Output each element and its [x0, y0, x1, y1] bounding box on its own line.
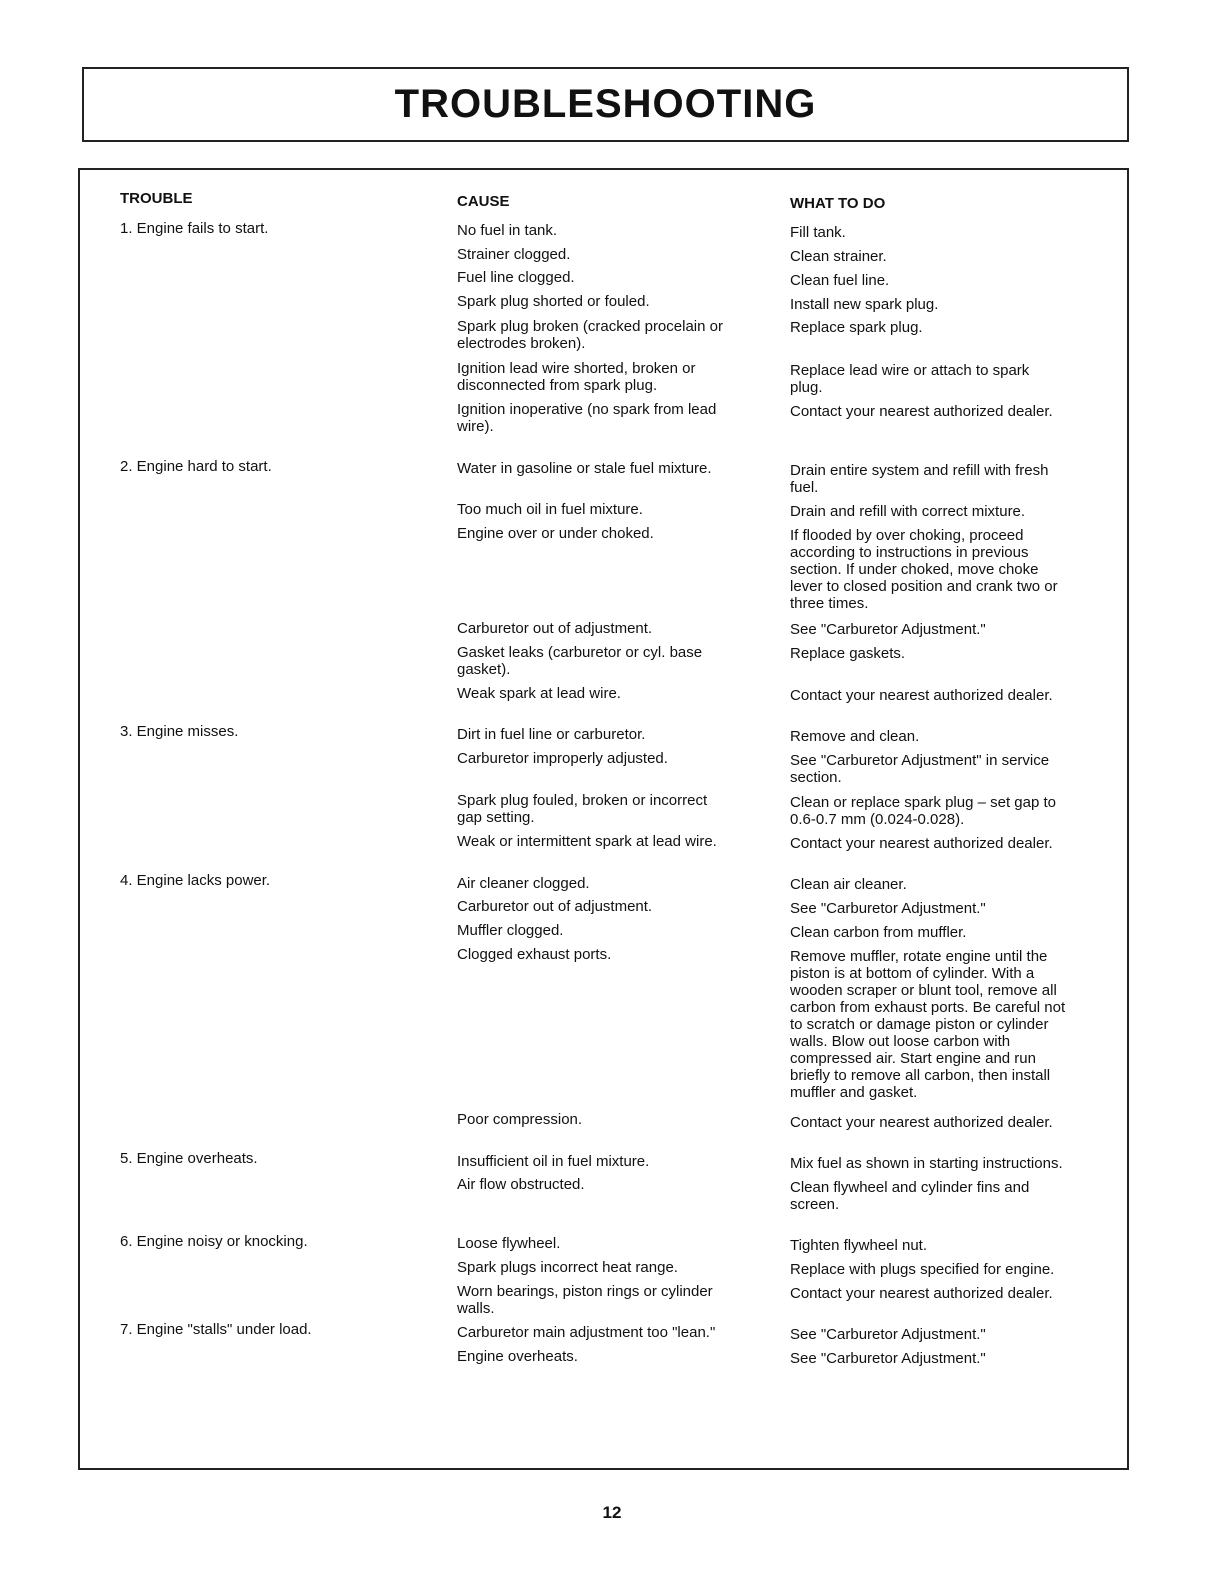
cause-item: Spark plugs incorrect heat range.: [457, 1259, 678, 1276]
cause-item: Weak spark at lead wire.: [457, 685, 621, 702]
cause-item: Ignition lead wire shorted, broken or disconnected from spark plug.: [457, 360, 696, 394]
cause-item: Weak or intermittent spark at lead wire.: [457, 833, 717, 850]
page-title: TROUBLESHOOTING: [394, 82, 817, 126]
cause-item: Air flow obstructed.: [457, 1176, 585, 1193]
cause-item: Spark plug broken (cracked procelain or electrodes broken).: [457, 318, 723, 352]
header-cause: CAUSE: [457, 193, 510, 210]
trouble-1: 1. Engine fails to start.: [120, 220, 269, 237]
cause-item: Loose flywheel.: [457, 1235, 561, 1252]
action-item: See "Carburetor Adjustment.": [790, 1326, 986, 1343]
cause-item: Engine over or under choked.: [457, 525, 654, 542]
action-item: Contact your nearest authorized dealer.: [790, 835, 1053, 852]
action-item: Clean strainer.: [790, 248, 887, 265]
action-item: Replace lead wire or attach to spark plug.: [790, 362, 1030, 396]
action-item: Contact your nearest authorized dealer.: [790, 1285, 1053, 1302]
action-item: Drain and refill with correct mixture.: [790, 503, 1026, 520]
action-item: See "Carburetor Adjustment" in service section.: [790, 752, 1050, 786]
trouble-6: 6. Engine noisy or knocking.: [120, 1233, 308, 1250]
cause-item: Carburetor improperly adjusted.: [457, 750, 668, 767]
cause-item: Gasket leaks (carburetor or cyl. base gasket).: [457, 644, 703, 678]
cause-item: Strainer clogged.: [457, 246, 571, 263]
action-item: Clean or replace spark plug – set gap to 0.6-0.7 mm (0.024-0.028).: [790, 794, 1056, 828]
page-number: 12: [602, 1503, 622, 1522]
trouble-7: 7. Engine "stalls" under load.: [120, 1321, 312, 1338]
cause-item: Fuel line clogged.: [457, 269, 575, 286]
cause-item: Muffler clogged.: [457, 922, 564, 939]
cause-item: Dirt in fuel line or carburetor.: [457, 726, 646, 743]
action-item: Replace spark plug.: [790, 319, 923, 336]
cause-item: Insufficient oil in fuel mixture.: [457, 1153, 650, 1170]
cause-item: Carburetor out of adjustment.: [457, 898, 653, 915]
cause-item: Clogged exhaust ports.: [457, 946, 612, 963]
cause-item: Water in gasoline or stale fuel mixture.: [457, 460, 712, 477]
trouble-5: 5. Engine overheats.: [120, 1150, 258, 1167]
trouble-4: 4. Engine lacks power.: [120, 872, 271, 889]
cause-item: Poor compression.: [457, 1111, 583, 1128]
action-item: Install new spark plug.: [790, 296, 939, 313]
action-item: Replace with plugs specified for engine.: [790, 1261, 1055, 1278]
cause-item: Spark plug fouled, broken or incorrect gap setting.: [457, 792, 708, 826]
cause-item: No fuel in tank.: [457, 222, 558, 239]
cause-item: Too much oil in fuel mixture.: [457, 501, 643, 518]
action-item: Clean air cleaner.: [790, 876, 907, 893]
cause-item: Carburetor main adjustment too "lean.": [457, 1324, 716, 1341]
action-item: See "Carburetor Adjustment.": [790, 621, 986, 638]
action-item: Clean flywheel and cylinder fins and screen.: [790, 1179, 1030, 1213]
action-item: Fill tank.: [790, 224, 846, 241]
action-item: Contact your nearest authorized dealer.: [790, 687, 1053, 704]
cause-item: Carburetor out of adjustment.: [457, 620, 653, 637]
header-trouble: TROUBLE: [120, 190, 193, 207]
action-item: Replace gaskets.: [790, 645, 906, 662]
cause-item: Worn bearings, piston rings or cylinder walls.: [457, 1283, 713, 1317]
action-item: See "Carburetor Adjustment.": [790, 900, 986, 917]
cause-item: Engine overheats.: [457, 1348, 578, 1365]
action-item: Mix fuel as shown in starting instructions.: [790, 1155, 1063, 1172]
trouble-2: 2. Engine hard to start.: [120, 458, 272, 475]
action-item: Clean fuel line.: [790, 272, 890, 289]
action-item: Remove muffler, rotate engine until the piston is at bottom of cylinder. With a wooden scraper or blunt tool, remove all carbon from exhaust ports. Be careful not to scratch or damage piston or cylinder walls. Blow out loose carbon with compressed air. Start engine and run briefly to remove all carbon, then install muffler and gasket.: [790, 948, 1066, 1101]
cause-item: Spark plug shorted or fouled.: [457, 293, 650, 310]
action-item: Remove and clean.: [790, 728, 920, 745]
action-item: Contact your nearest authorized dealer.: [790, 1114, 1053, 1131]
trouble-3: 3. Engine misses.: [120, 723, 239, 740]
action-item: Clean carbon from muffler.: [790, 924, 967, 941]
action-item: Tighten flywheel nut.: [790, 1237, 928, 1254]
cause-item: Air cleaner clogged.: [457, 875, 590, 892]
title-box: [82, 67, 1129, 142]
header-what-to-do: WHAT TO DO: [790, 195, 886, 212]
action-item: Drain entire system and refill with fresh fuel.: [790, 462, 1049, 496]
action-item: If flooded by over choking, proceed according to instructions in previous section. If under choked, move choke lever to closed position and crank two or three times.: [790, 527, 1058, 612]
action-item: See "Carburetor Adjustment.": [790, 1350, 986, 1367]
action-item: Contact your nearest authorized dealer.: [790, 403, 1053, 420]
cause-item: Ignition inoperative (no spark from lead wire).: [457, 401, 717, 435]
